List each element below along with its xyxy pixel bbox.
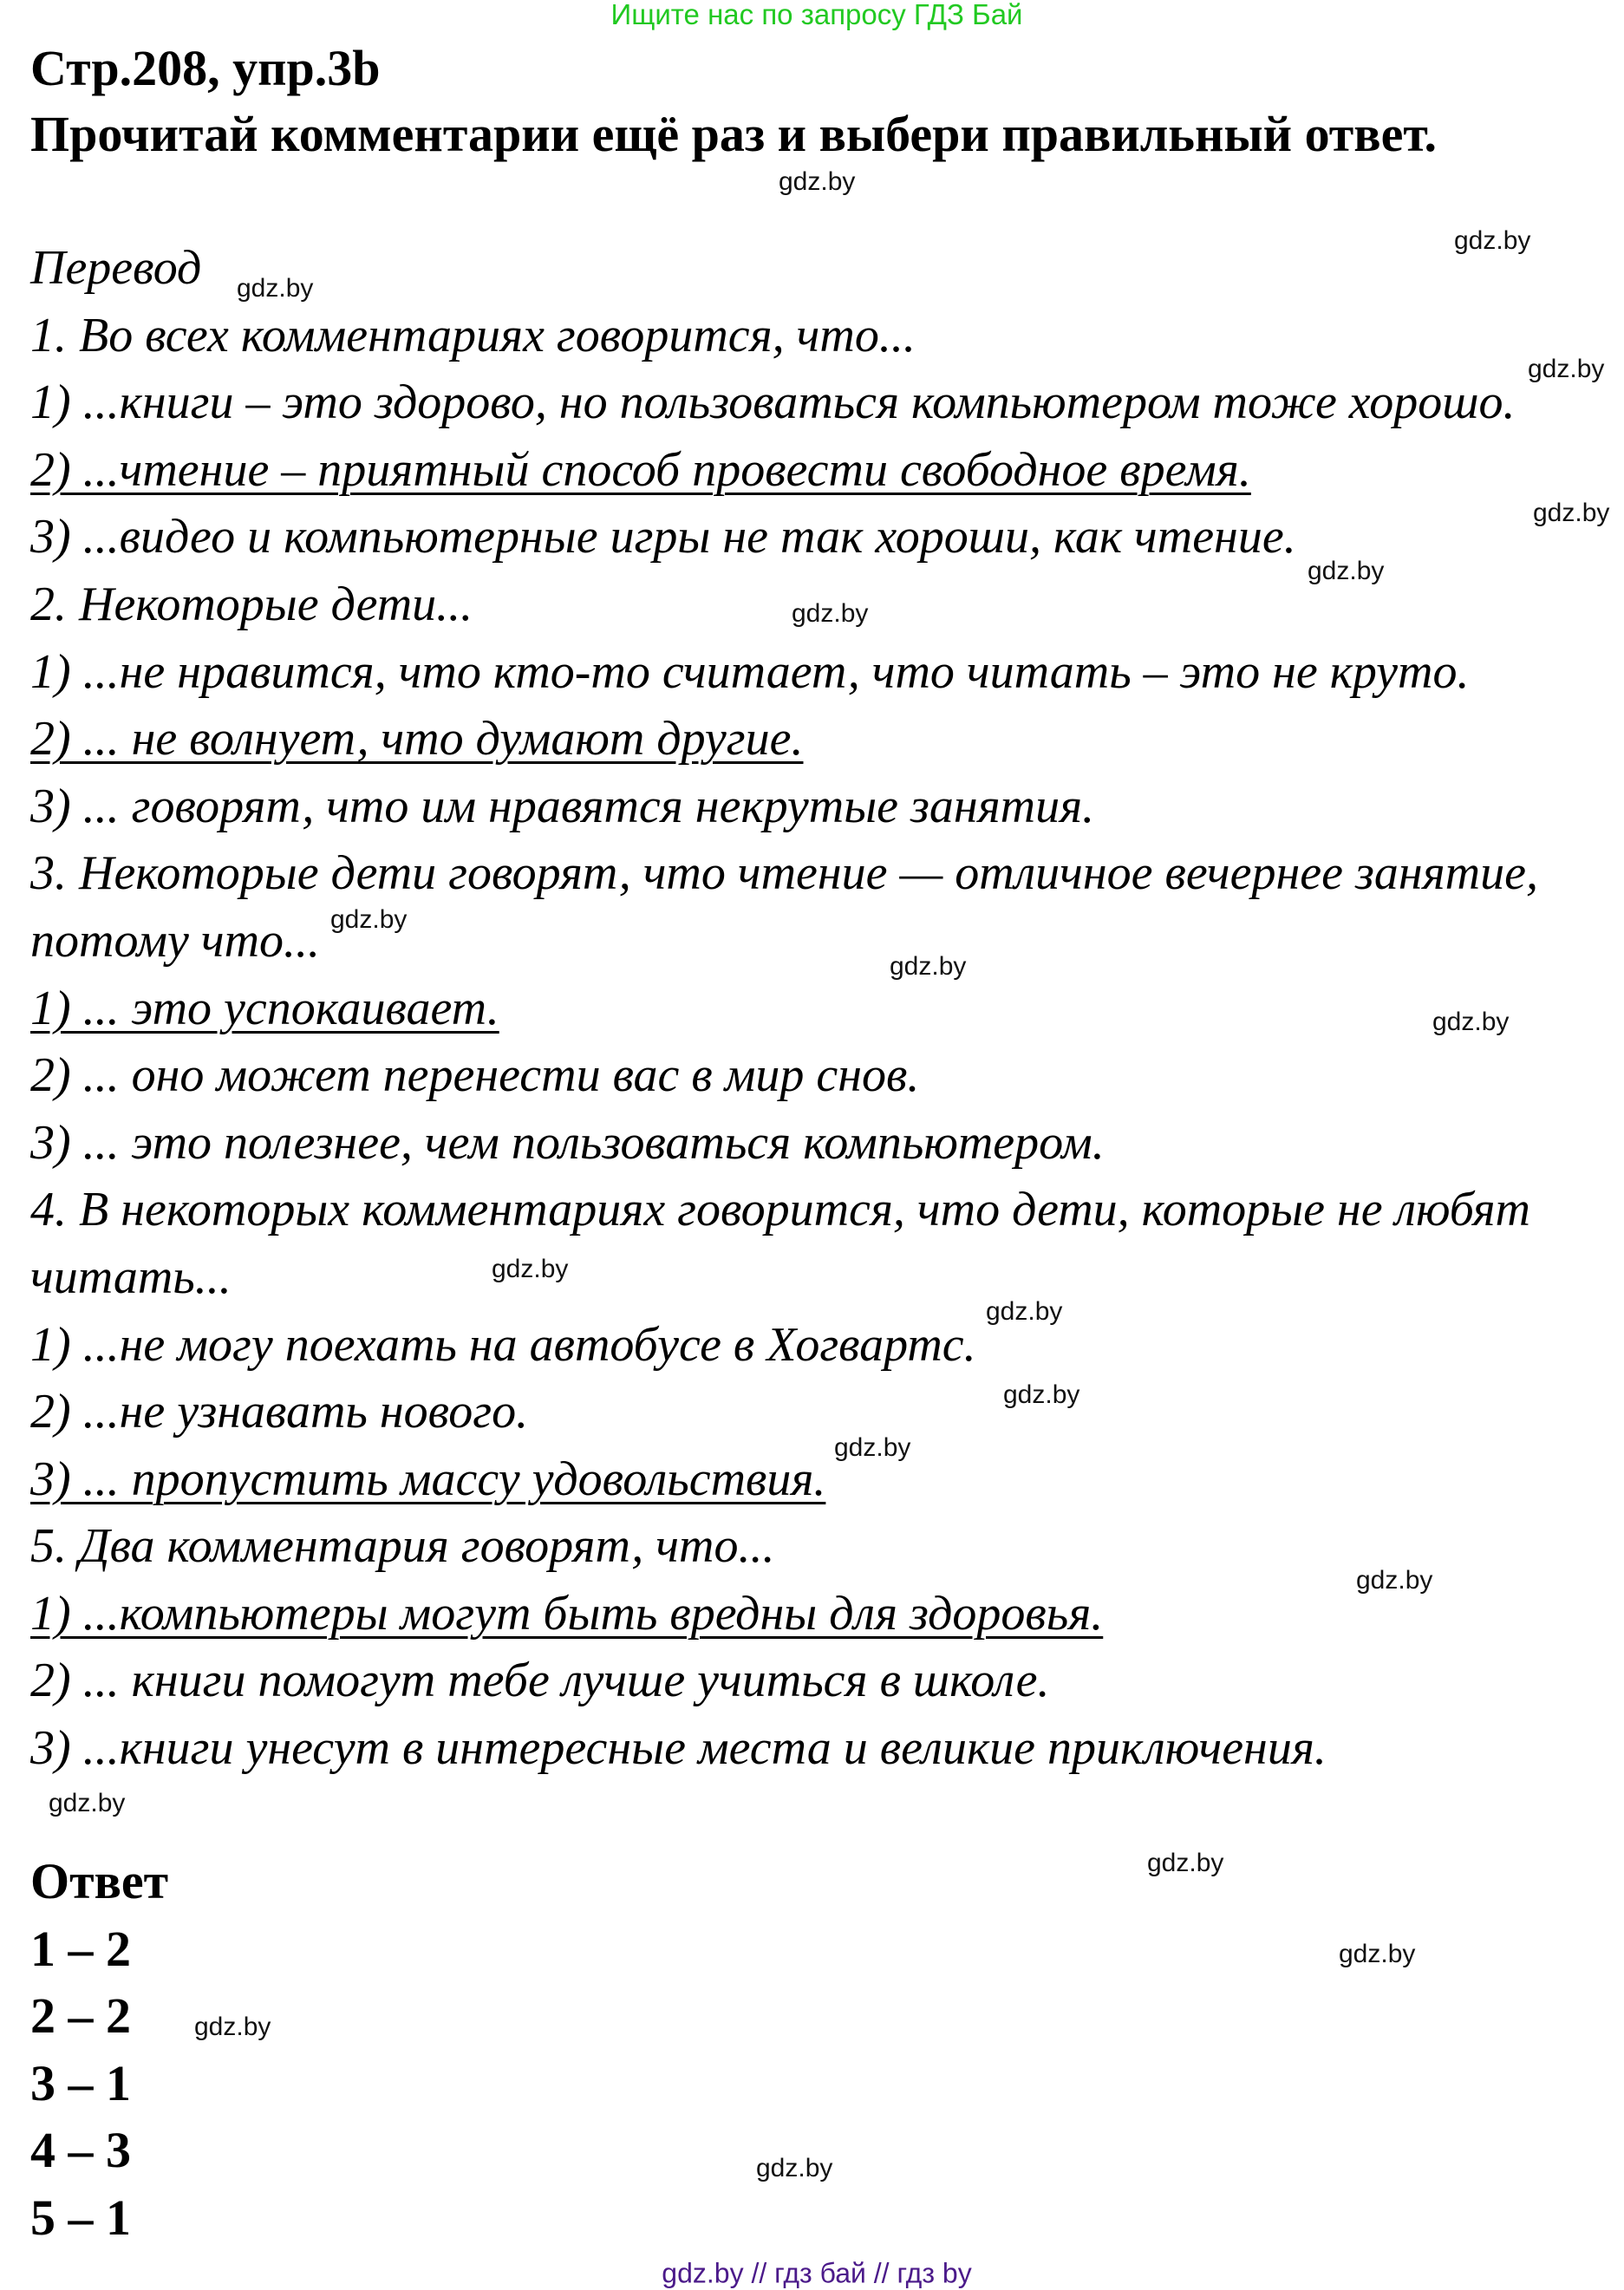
watermark: gdz.by [1308, 556, 1385, 585]
answer-item-text: 5 – 1 [30, 2189, 131, 2246]
line-text: 2) ... оно может перенести вас в мир снов. [30, 1048, 920, 1103]
watermark: gdz.by [492, 1254, 569, 1283]
text-line [30, 369, 1617, 437]
watermark: gdz.by [1147, 1848, 1224, 1877]
translation-label-text: Перевод [30, 241, 202, 295]
line-text: 1) ... это успокаивает. [30, 981, 499, 1035]
answer-block [30, 1848, 168, 2252]
selected-answer-line [30, 437, 1617, 505]
selected-answer-line [30, 975, 1617, 1043]
text-line [30, 1110, 1617, 1178]
watermark: gdz.by [1003, 1380, 1080, 1409]
selected-answer-line [30, 706, 1617, 773]
line-text: 1) ...компьютеры могут быть вредны для здоровья. [30, 1586, 1104, 1641]
text-line [30, 1177, 1617, 1244]
line-text: 3) ... говорят, что им нравятся некрутые занятия. [30, 779, 1095, 833]
watermark: gdz.by [237, 273, 314, 303]
watermark: gdz.by [756, 2153, 833, 2182]
line-text: 3) ...видео и компьютерные игры не так хороши, как чтение. [30, 510, 1296, 564]
line-text: 1. Во всех комментариях говорится, что... [30, 308, 916, 362]
text-line [30, 1647, 1617, 1715]
text-line [30, 773, 1617, 841]
footer-links[interactable]: gdz.by // гдз бай // гдз by [662, 2257, 972, 2289]
answer-item-text: 1 – 2 [30, 1920, 131, 1977]
text-line [30, 1042, 1617, 1110]
watermark: gdz.by [792, 598, 869, 628]
text-line [30, 840, 1617, 908]
watermark: gdz.by [1339, 1939, 1416, 1968]
line-text: 2) ... книги помогут тебе лучше учиться в школе. [30, 1654, 1050, 1708]
line-text: 4. В некоторых комментариях говорится, что дети, которые не любят [30, 1183, 1530, 1237]
watermark: gdz.by [1454, 225, 1531, 255]
answer-item-text: 3 – 1 [30, 2054, 131, 2111]
line-text: 2) ...чтение – приятный способ провести свободное время. [30, 442, 1251, 497]
line-text: 1) ...книги – это здорово, но пользоваться компьютером тоже хорошо. [30, 375, 1516, 430]
line-text: 3) ...книги унесут в интересные места и великие приключения. [30, 1721, 1327, 1776]
text-line [30, 908, 1617, 975]
text-line [30, 639, 1617, 707]
line-text: читать... [30, 1249, 232, 1304]
watermark: gdz.by [330, 904, 408, 934]
text-line [30, 303, 1617, 370]
answer-item [30, 1982, 168, 2050]
line-text: 3. Некоторые дети говорят, что чтение — отличное вечернее занятие, [30, 846, 1538, 901]
answer-label [30, 1848, 168, 1915]
watermark: gdz.by [1356, 1565, 1433, 1595]
line-text: 3) ... это полезнее, чем пользоваться компьютером. [30, 1115, 1105, 1170]
watermark: gdz.by [834, 1432, 911, 1462]
answer-item [30, 2184, 168, 2252]
answer-item-text: 4 – 3 [30, 2122, 131, 2179]
watermark: gdz.by [194, 2012, 271, 2041]
line-text: 5. Два комментария говорят, что... [30, 1519, 775, 1574]
selected-answer-line [30, 1446, 1617, 1514]
search-banner-link[interactable]: Ищите нас по запросу ГДЗ Бай [610, 0, 1023, 30]
translation-block [30, 235, 1617, 1783]
answer-item [30, 1915, 168, 1983]
answer-item [30, 2117, 168, 2184]
text-line [30, 1379, 1617, 1446]
line-text: 2) ... не волнует, что думают другие. [30, 712, 804, 767]
watermark: gdz.by [779, 166, 856, 196]
answer-item-text: 2 – 2 [30, 1987, 131, 2045]
task-instruction: Прочитай комментарии ещё раз и выбери правильный ответ. [30, 106, 1437, 162]
line-text: 2) ...не узнавать нового. [30, 1385, 529, 1439]
line-text: 1) ...не нравится, что кто-то считает, что читать – это не круто. [30, 644, 1470, 699]
watermark: gdz.by [1432, 1007, 1510, 1036]
line-text: 3) ... пропустить массу удовольствия. [30, 1452, 826, 1506]
answer-label-text: Ответ [30, 1853, 169, 1909]
watermark: gdz.by [1528, 354, 1605, 383]
watermark: gdz.by [1533, 498, 1610, 527]
text-line [30, 1312, 1617, 1380]
text-line [30, 1715, 1617, 1783]
line-text: 1) ...не могу поехать на автобусе в Хогвартс. [30, 1317, 976, 1372]
line-text: 2. Некоторые дети... [30, 577, 473, 631]
watermark: gdz.by [49, 1788, 126, 1817]
answer-item [30, 2050, 168, 2117]
page-heading: Стр.208, упр.3b [30, 40, 381, 96]
line-text: потому что... [30, 913, 321, 968]
watermark: gdz.by [890, 951, 967, 981]
watermark: gdz.by [986, 1296, 1063, 1326]
text-line [30, 1244, 1617, 1312]
